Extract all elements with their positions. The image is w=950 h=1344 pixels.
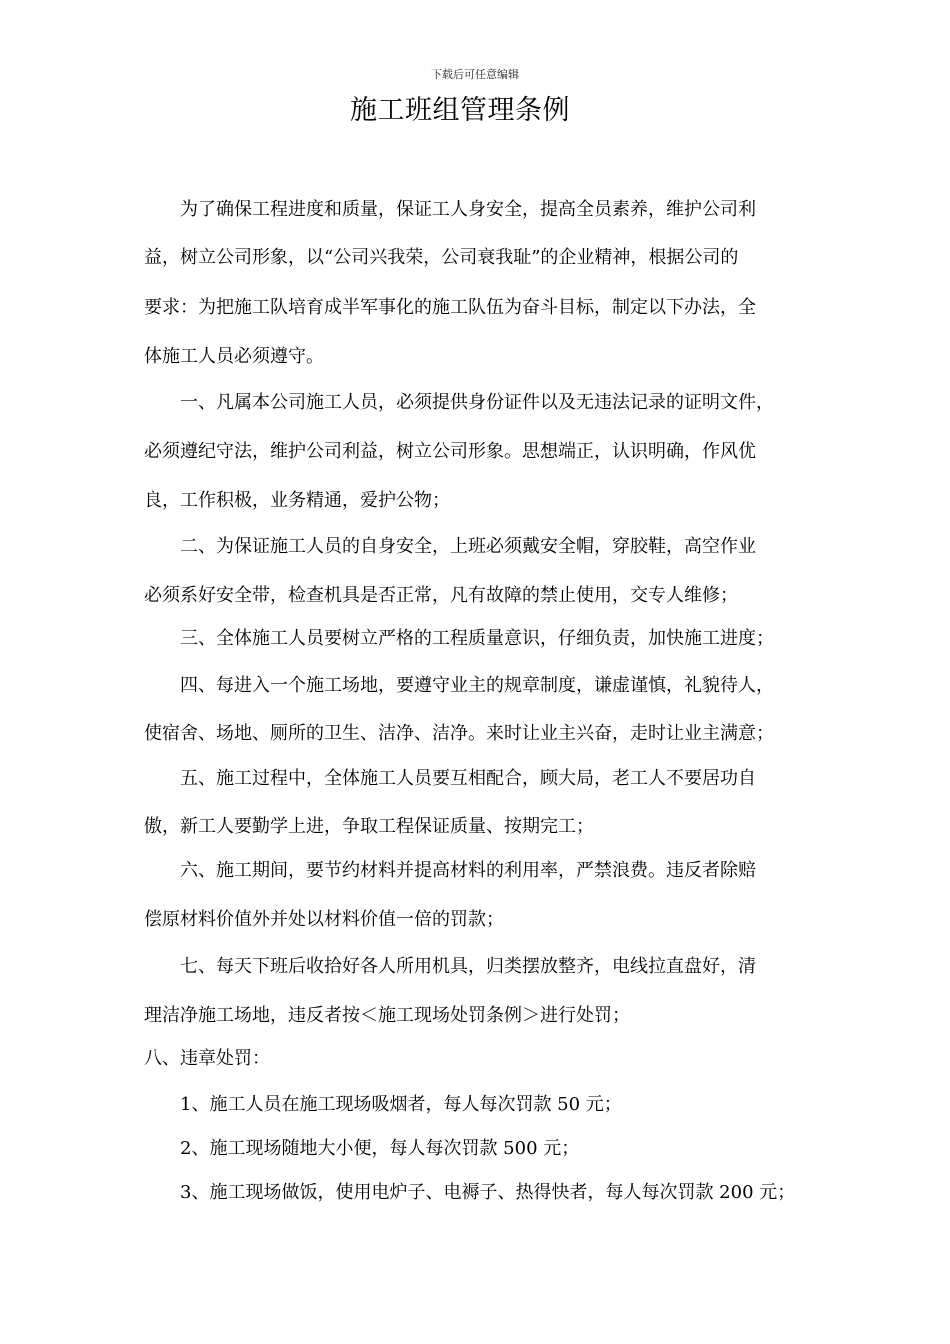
paragraph-line: 一、凡属本公司施工人员，必须提供身份证件以及无违法记录的证明文件， (180, 392, 774, 413)
paragraph-line: 六、施工期间，要节约材料并提高材料的利用率，严禁浪费。违反者除赔 (180, 860, 756, 881)
paragraph-line: 良，工作积极，业务精通，爱护公物； (144, 490, 450, 511)
paragraph-line: 使宿舍、场地、厕所的卫生、洁净、洁净。来时让业主兴奋，走时让业主满意； (144, 723, 774, 744)
paragraph-line: 益，树立公司形象，以“公司兴我荣，公司衰我耻”的企业精神，根据公司的 (144, 247, 739, 268)
section-heading: 八、违章处罚： (144, 1048, 270, 1069)
paragraph-line: 理洁净施工场地，违反者按＜施工现场处罚条例＞进行处罚； (144, 1005, 630, 1026)
paragraph-line: 傲，新工人要勤学上进，争取工程保证质量、按期完工； (144, 816, 594, 837)
paragraph-line: 偿原材料价值外并处以材料价值一倍的罚款； (144, 909, 504, 930)
paragraph-line: 四、每进入一个施工场地，要遵守业主的规章制度，谦虚谨慎，礼貌待人， (180, 675, 774, 696)
list-item: 3、施工现场做饭，使用电炉子、电褥子、热得快者，每人每次罚款 200 元； (180, 1182, 796, 1203)
paragraph-line: 必须系好安全带，检查机具是否正常，凡有故障的禁止使用，交专人维修； (144, 585, 738, 606)
paragraph-line: 要求：为把施工队培育成半军事化的施工队伍为奋斗目标，制定以下办法，全 (144, 297, 756, 318)
list-item: 2、施工现场随地大小便，每人每次罚款 500 元； (180, 1138, 580, 1159)
paragraph-line: 三、全体施工人员要树立严格的工程质量意识，仔细负责，加快施工进度； (180, 628, 774, 649)
paragraph-line: 二、为保证施工人员的自身安全，上班必须戴安全帽，穿胶鞋，高空作业 (180, 536, 756, 557)
paragraph-line: 体施工人员必须遵守。 (144, 346, 324, 367)
list-item: 1、施工人员在施工现场吸烟者，每人每次罚款 50 元； (180, 1094, 622, 1115)
paragraph-line: 为了确保工程进度和质量，保证工人身安全，提高全员素养，维护公司利 (180, 199, 756, 220)
header-note: 下载后可任意编辑 (431, 68, 519, 81)
paragraph-line: 五、施工过程中，全体施工人员要互相配合，顾大局，老工人不要居功自 (180, 768, 756, 789)
paragraph-line: 必须遵纪守法，维护公司利益，树立公司形象。思想端正，认识明确，作风优 (144, 441, 756, 462)
page-title: 施工班组管理条例 (350, 95, 570, 126)
paragraph-line: 七、每天下班后收拾好各人所用机具，归类摆放整齐，电线拉直盘好，清 (180, 956, 756, 977)
